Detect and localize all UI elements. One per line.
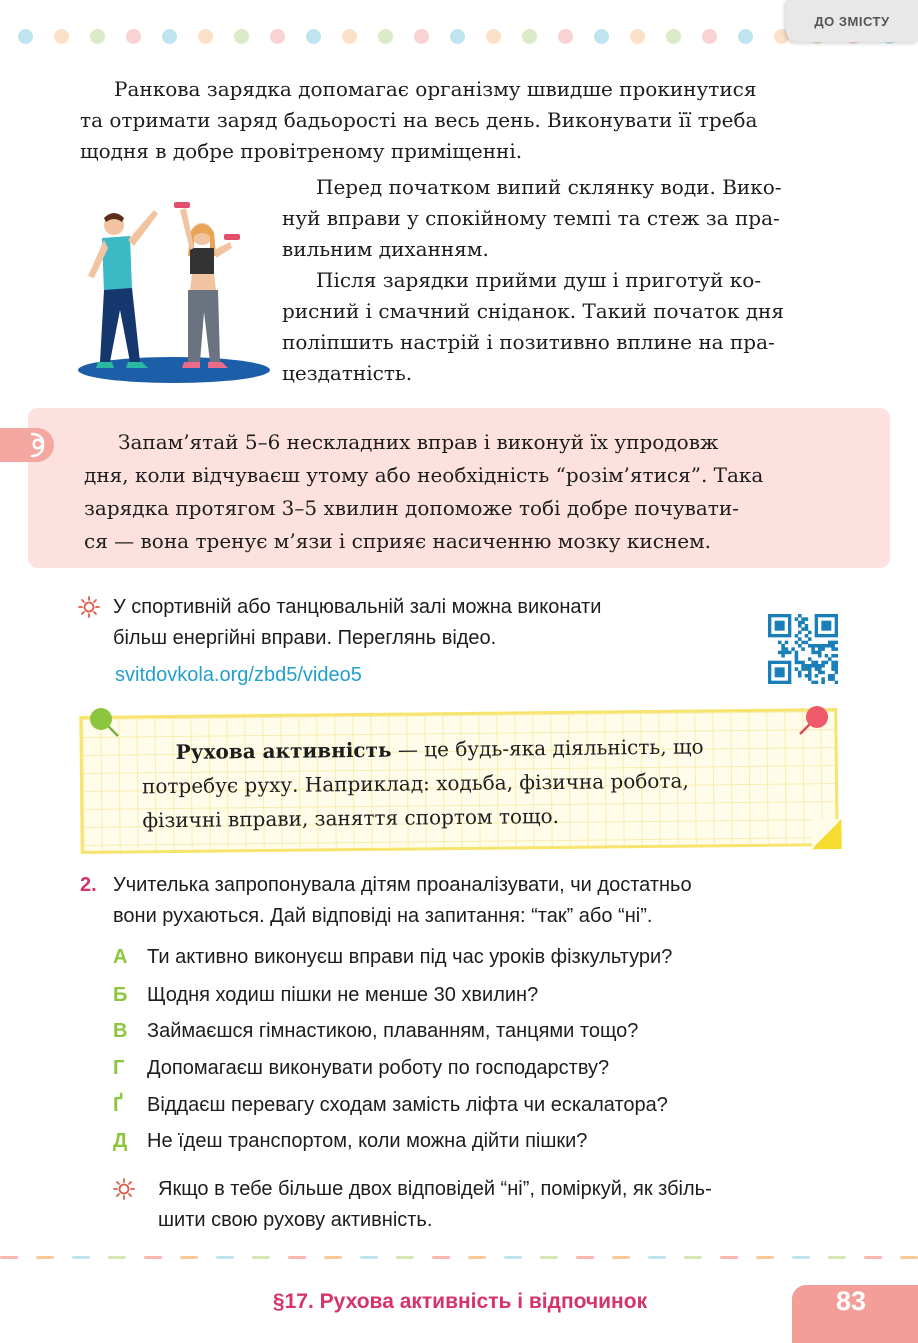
decor-dot (126, 29, 141, 44)
page-number: 83 (835, 1286, 867, 1316)
reflection-note (158, 1174, 842, 1236)
qr-module (805, 624, 809, 628)
decor-dash (612, 1256, 630, 1259)
qr-module (808, 677, 812, 681)
qr-module (808, 667, 812, 671)
sun-icon (78, 596, 100, 618)
decor-dot (18, 29, 33, 44)
qr-module (818, 651, 822, 655)
qr-module (811, 644, 815, 648)
qr-module (828, 644, 832, 648)
qr-module (818, 647, 822, 651)
definition-first-part: — це будь-яка діяльність, що (397, 734, 704, 762)
answer-option (113, 1016, 638, 1047)
option-text: Допомагаєш виконувати роботу по господарству? (147, 1057, 610, 1079)
video-link[interactable]: svitdovkola.org/zbd5/video5 (115, 664, 362, 686)
intro-line: Ранкова зарядка допомагає організму швидше прокинутися (114, 77, 757, 101)
intro-line: та отримати заряд бадьорості на весь день. Виконувати її треба (80, 108, 758, 132)
qr-module (835, 647, 838, 651)
qr-module (835, 654, 838, 658)
qr-module (831, 661, 835, 665)
decor-dash (576, 1256, 594, 1259)
decor-dot (234, 29, 249, 44)
option-text: Не їдеш транспортом, коли можна дійти пішки? (147, 1130, 588, 1152)
qr-module (798, 624, 802, 628)
decor-dash (828, 1256, 846, 1259)
qr-module (801, 661, 805, 665)
qr-module (818, 671, 822, 675)
decor-dash (324, 1256, 342, 1259)
decor-dash (252, 1256, 270, 1259)
answer-option (113, 1090, 668, 1121)
qr-module (828, 677, 832, 681)
decor-dot (450, 29, 465, 44)
tip-text (84, 426, 838, 558)
decor-dot (630, 29, 645, 44)
decor-dash (900, 1256, 918, 1259)
qr-module (815, 661, 819, 665)
decor-dot (666, 29, 681, 44)
qr-module (815, 674, 819, 678)
qr-module (808, 664, 812, 668)
option-letter: Г (113, 1057, 125, 1079)
qr-module (831, 674, 835, 678)
decor-dash (720, 1256, 738, 1259)
qr-module (835, 664, 838, 668)
qr-module (815, 681, 819, 684)
video-suggestion (113, 592, 733, 654)
qr-module (778, 641, 782, 645)
intro-paragraph (80, 74, 840, 167)
definition-term: Рухова активність (175, 737, 392, 764)
qr-module (811, 647, 815, 651)
qr-module (821, 661, 825, 665)
qr-module (785, 641, 789, 645)
task-line: вони рухаються. Дай відповіді на запитання: “так” або “ні”. (113, 905, 653, 927)
qr-module (781, 647, 785, 651)
qr-code[interactable] (768, 614, 838, 684)
video-line: У спортивній або танцювальній залі можна виконати (113, 596, 602, 618)
answer-option (113, 1126, 587, 1157)
paragraph-line: Після зарядки прийми душ і приготуй ко- (316, 268, 762, 292)
qr-module (818, 664, 822, 668)
qr-module (821, 621, 831, 631)
decor-dash (468, 1256, 486, 1259)
paragraph-line: рисний і смачний сніданок. Такий початок дня (282, 299, 784, 323)
qr-module (808, 671, 812, 675)
reflection-line: шити свою рухову активність. (158, 1209, 433, 1231)
decor-dash (180, 1256, 198, 1259)
qr-module (825, 661, 829, 665)
qr-module (808, 637, 812, 641)
qr-module (821, 644, 825, 648)
qr-module (815, 664, 819, 668)
qr-module (835, 667, 838, 671)
red-pin-icon (796, 704, 830, 738)
decor-dash (684, 1256, 702, 1259)
qr-module (775, 621, 785, 631)
option-letter: Б (113, 984, 128, 1006)
decor-dash (540, 1256, 558, 1259)
decor-dot (270, 29, 285, 44)
qr-module (835, 681, 838, 684)
qr-module (831, 677, 835, 681)
top-dot-row (18, 29, 898, 47)
qr-module (818, 644, 822, 648)
decor-dash (108, 1256, 126, 1259)
decor-dash (36, 1256, 54, 1259)
qr-module (831, 647, 835, 651)
answer-option (113, 980, 538, 1011)
decor-dash (792, 1256, 810, 1259)
task-number: 2. (80, 874, 97, 896)
qr-module (821, 647, 825, 651)
qr-module (795, 667, 799, 671)
qr-module (808, 644, 812, 648)
definition-text (142, 729, 777, 838)
qr-module (798, 614, 802, 618)
decor-dash (756, 1256, 774, 1259)
task-line: Учителька запропонувала дітям проаналізувати, чи достатньо (113, 874, 692, 896)
qr-module (805, 627, 809, 631)
qr-module (801, 621, 805, 625)
morning-routine-paragraph (282, 172, 842, 389)
qr-module (811, 651, 815, 655)
qr-module (811, 661, 815, 665)
qr-module (831, 667, 835, 671)
qr-module (805, 634, 809, 638)
qr-module (778, 651, 782, 655)
decor-dash (504, 1256, 522, 1259)
sun-icon (113, 1178, 135, 1200)
knot-icon (24, 430, 54, 460)
qr-module (805, 674, 809, 678)
qr-module (785, 647, 789, 651)
table-of-contents-link[interactable]: ДО ЗМІСТУ (786, 0, 918, 42)
option-letter: Ґ (113, 1094, 123, 1116)
qr-module (798, 637, 802, 641)
decor-dash (144, 1256, 162, 1259)
decor-dash (864, 1256, 882, 1259)
qr-module (818, 654, 822, 658)
qr-module (815, 651, 819, 655)
qr-module (801, 627, 805, 631)
decor-dot (702, 29, 717, 44)
qr-module (808, 631, 812, 635)
decor-dash (216, 1256, 234, 1259)
qr-module (815, 644, 819, 648)
decor-dash (648, 1256, 666, 1259)
decor-dash (72, 1256, 90, 1259)
definition-card (79, 708, 838, 854)
intro-line: щодня в добре провітреному приміщенні. (80, 139, 523, 163)
qr-module (821, 664, 825, 668)
qr-module (825, 654, 829, 658)
qr-module (781, 654, 785, 658)
qr-module (811, 664, 815, 668)
exercising-people-illustration (74, 190, 274, 390)
option-text: Щодня ходиш пішки не менше 30 хвилин? (147, 984, 539, 1006)
qr-module (781, 644, 785, 648)
qr-module (798, 644, 802, 648)
qr-module (815, 667, 819, 671)
qr-module (821, 681, 825, 684)
decor-dot (162, 29, 177, 44)
decor-dot (198, 29, 213, 44)
qr-module (801, 664, 805, 668)
qr-module (831, 664, 835, 668)
paragraph-line: вильним диханням. (282, 237, 489, 261)
tip-line: зарядка протягом 3–5 хвилин допоможе тобі добре почувати- (84, 496, 739, 520)
qr-module (798, 621, 802, 625)
qr-module (835, 671, 838, 675)
qr-module (775, 667, 785, 677)
qr-module (808, 657, 812, 661)
qr-module (805, 617, 809, 621)
bottom-dash-divider (0, 1256, 918, 1260)
decor-dot (738, 29, 753, 44)
qr-module (828, 674, 832, 678)
decor-dash (396, 1256, 414, 1259)
decor-dot (342, 29, 357, 44)
qr-module (795, 654, 799, 658)
option-letter: А (113, 946, 128, 968)
answer-option (113, 1053, 609, 1084)
qr-module (805, 667, 809, 671)
decor-dot (306, 29, 321, 44)
decor-dot (54, 29, 69, 44)
video-line: більш енергійні вправи. Переглянь відео. (113, 627, 497, 649)
qr-module (821, 671, 825, 675)
decor-dash (288, 1256, 306, 1259)
qr-module (805, 641, 809, 645)
tip-line: Запам’ятай 5–6 нескладних вправ і виконуй їх упродовж (118, 430, 719, 454)
decor-dot (414, 29, 429, 44)
tip-line: ся — вона тренує м’язи і сприяє насиченню мозку киснем. (84, 529, 712, 553)
qr-module (798, 661, 802, 665)
decor-dot (594, 29, 609, 44)
decor-dot (558, 29, 573, 44)
qr-module (795, 657, 799, 661)
qr-module (828, 641, 832, 645)
option-letter: В (113, 1020, 128, 1042)
qr-module (801, 647, 805, 651)
qr-module (831, 644, 835, 648)
qr-module (825, 644, 829, 648)
qr-module (805, 664, 809, 668)
decor-dash (0, 1256, 18, 1259)
option-text: Займаєшся гімнастикою, плаванням, танцями тощо? (147, 1020, 639, 1042)
paragraph-line: нуй вправи у спокійному темпі та стеж за пра- (282, 206, 780, 230)
qr-module (835, 641, 838, 645)
reflection-line: Якщо в тебе більше двох відповідей “ні”, поміркуй, як збіль- (158, 1178, 712, 1200)
qr-module (795, 641, 799, 645)
qr-module (801, 667, 805, 671)
qr-module (828, 657, 832, 661)
tip-line: дня, коли відчуваєш утому або необхідність “розім’ятися”. Така (84, 463, 764, 487)
paragraph-line: цездатність. (282, 361, 413, 385)
qr-module (831, 641, 835, 645)
decor-dot (486, 29, 501, 44)
green-pin-icon (88, 706, 122, 740)
qr-module (831, 654, 835, 658)
decor-dash (432, 1256, 450, 1259)
qr-module (788, 651, 792, 655)
option-text: Ти активно виконуєш вправи під час уроків фізкультури? (147, 946, 673, 968)
qr-module (818, 667, 822, 671)
task-prompt (113, 870, 840, 932)
section-title: §17. Рухова активність і відпочинок (272, 1290, 648, 1313)
qr-module (801, 641, 805, 645)
option-text: Віддаєш перевагу сходам замість ліфта чи ескалатора? (147, 1094, 668, 1116)
decor-dot (90, 29, 105, 44)
qr-module (798, 674, 802, 678)
page-fold (811, 819, 841, 849)
qr-module (781, 651, 785, 655)
qr-module (801, 617, 805, 621)
option-letter: Д (113, 1130, 128, 1152)
definition-line: фізичні вправи, заняття спортом тощо. (142, 803, 560, 833)
decor-dot (522, 29, 537, 44)
decor-dash (360, 1256, 378, 1259)
answer-option (113, 942, 672, 973)
qr-module (835, 661, 838, 665)
qr-module (791, 647, 795, 651)
qr-module (808, 674, 812, 678)
qr-module (795, 634, 799, 638)
decor-dot (378, 29, 393, 44)
qr-module (821, 677, 825, 681)
qr-module (798, 631, 802, 635)
qr-module (795, 651, 799, 655)
qr-module (795, 661, 799, 665)
qr-module (811, 681, 815, 684)
definition-line: потребує руху. Наприклад: ходьба, фізична робота, (141, 768, 689, 799)
paragraph-line: Перед початком випий склянку води. Вико- (316, 175, 782, 199)
qr-module (795, 617, 799, 621)
qr-module (785, 651, 789, 655)
paragraph-line: поліпшить настрій і позитивно вплине на пра- (282, 330, 775, 354)
qr-module (798, 671, 802, 675)
